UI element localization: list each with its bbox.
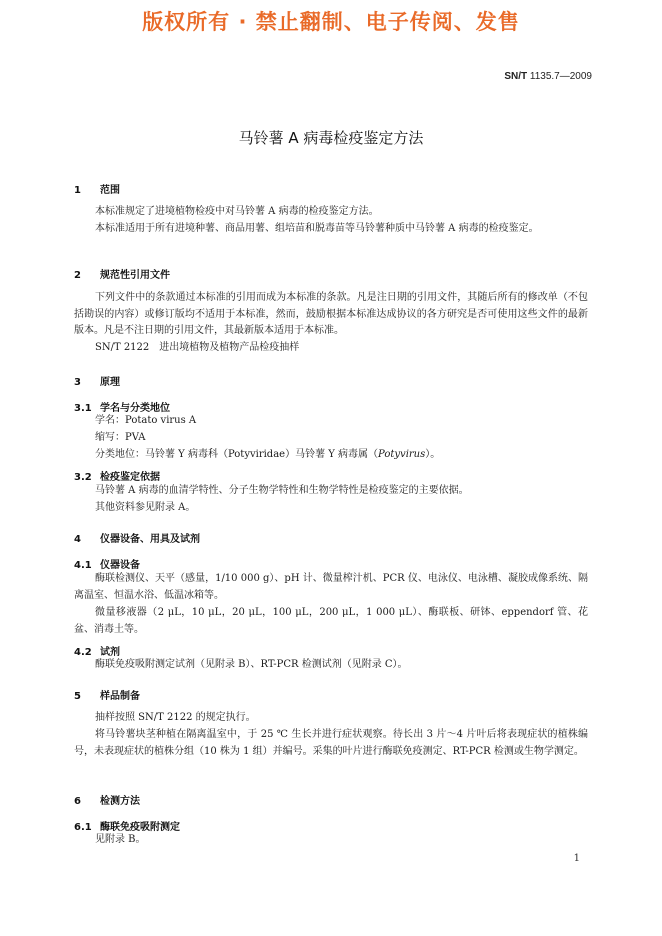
paragraph: 其他资料参见附录 A。 xyxy=(95,502,196,513)
section-heading-3-2: 3.2 检疫鉴定依据 xyxy=(74,472,160,483)
paragraph: 酶联检测仪、天平（感量，1/10 000 g）、pH 计、微量榨汁机、PCR 仪、电泳仪、电泳槽、凝胶成像系统、隔离温室、恒温水浴、低温冰箱等。 xyxy=(74,573,588,601)
section-heading-6-1: 6.1 酶联免疫吸附测定 xyxy=(74,822,180,833)
paragraph: 本标准适用于所有进境种薯、商品用薯、组培苗和脱毒苗等马铃薯种质中马铃薯 A 病毒的检疫鉴定。 xyxy=(95,223,539,234)
paragraph: 微量移液器（2 μL，10 μL，20 μL，100 μL，200 μL，1 000 μL）、酶联板、研钵、eppendorf 管、花盆、消毒土等。 xyxy=(74,607,588,635)
genus-name: Potyvirus xyxy=(378,449,426,460)
paragraph: 本标准规定了进境植物检疫中对马铃薯 A 病毒的检疫鉴定方法。 xyxy=(95,206,379,217)
paragraph: 分类地位：马铃薯 Y 病毒科（Potyviridae）马铃薯 Y 病毒属（Potyvirus）。 xyxy=(95,449,441,460)
paragraph: 见附录 B。 xyxy=(95,834,146,845)
section-heading-3-1: 3.1 学名与分类地位 xyxy=(74,403,170,414)
paragraph: 抽样按照 SN/T 2122 的规定执行。 xyxy=(95,712,256,723)
page-number: 1 xyxy=(573,853,580,864)
paragraph: 缩写：PVA xyxy=(95,432,146,443)
paragraph: 将马铃薯块茎种植在隔离温室中，于 25 ℃ 生长并进行症状观察。待长出 3 片～4 片叶后将表现症状的植株编号，未表现症状的植株分组（10 株为 1 组）并编号。采集的叶片进行酶联免疫测定、RT-PCR 检测或生物学测定。 xyxy=(74,729,588,757)
section-heading-4-1: 4.1 仪器设备 xyxy=(74,560,140,571)
paragraph: 学名：Potato virus A xyxy=(95,415,197,426)
section-heading-1: 1 范围 xyxy=(74,185,120,196)
paragraph: 马铃薯 A 病毒的血清学特性、分子生物学特性和生物学特性是检疫鉴定的主要依据。 xyxy=(95,485,469,496)
section-heading-4: 4 仪器设备、用具及试剂 xyxy=(74,534,200,545)
section-heading-4-2: 4.2 试剂 xyxy=(74,647,120,658)
section-heading-5: 5 样品制备 xyxy=(74,691,140,702)
standard-number-value: 1135.7—2009 xyxy=(527,71,592,82)
section-heading-2: 2 规范性引用文件 xyxy=(74,270,170,281)
paragraph: SN/T 2122 进出境植物及植物产品检疫抽样 xyxy=(95,342,300,353)
paragraph: 酶联免疫吸附测定试剂（见附录 B）、RT-PCR 检测试剂（见附录 C）。 xyxy=(95,659,408,670)
document-title: 马铃薯 A 病毒检疫鉴定方法 xyxy=(238,129,424,147)
section-heading-6: 6 检测方法 xyxy=(74,796,140,807)
paragraph: 下列文件中的条款通过本标准的引用而成为本标准的条款。凡是注日期的引用文件，其随后所有的修改单（不包括勘误的内容）或修订版均不适用于本标准，然而，鼓励根据本标准达成协议的各方研究是否可使用这些文件的最新版本。凡是不注日期的引用文件，其最新版本适用于本标准。 xyxy=(74,292,588,336)
copyright-banner: 版权所有 · 禁止翻制、电子传阅、发售 xyxy=(142,10,520,34)
standard-number xyxy=(504,71,592,82)
standard-prefix: SN/T xyxy=(504,71,528,82)
section-heading-3: 3 原理 xyxy=(74,377,120,388)
